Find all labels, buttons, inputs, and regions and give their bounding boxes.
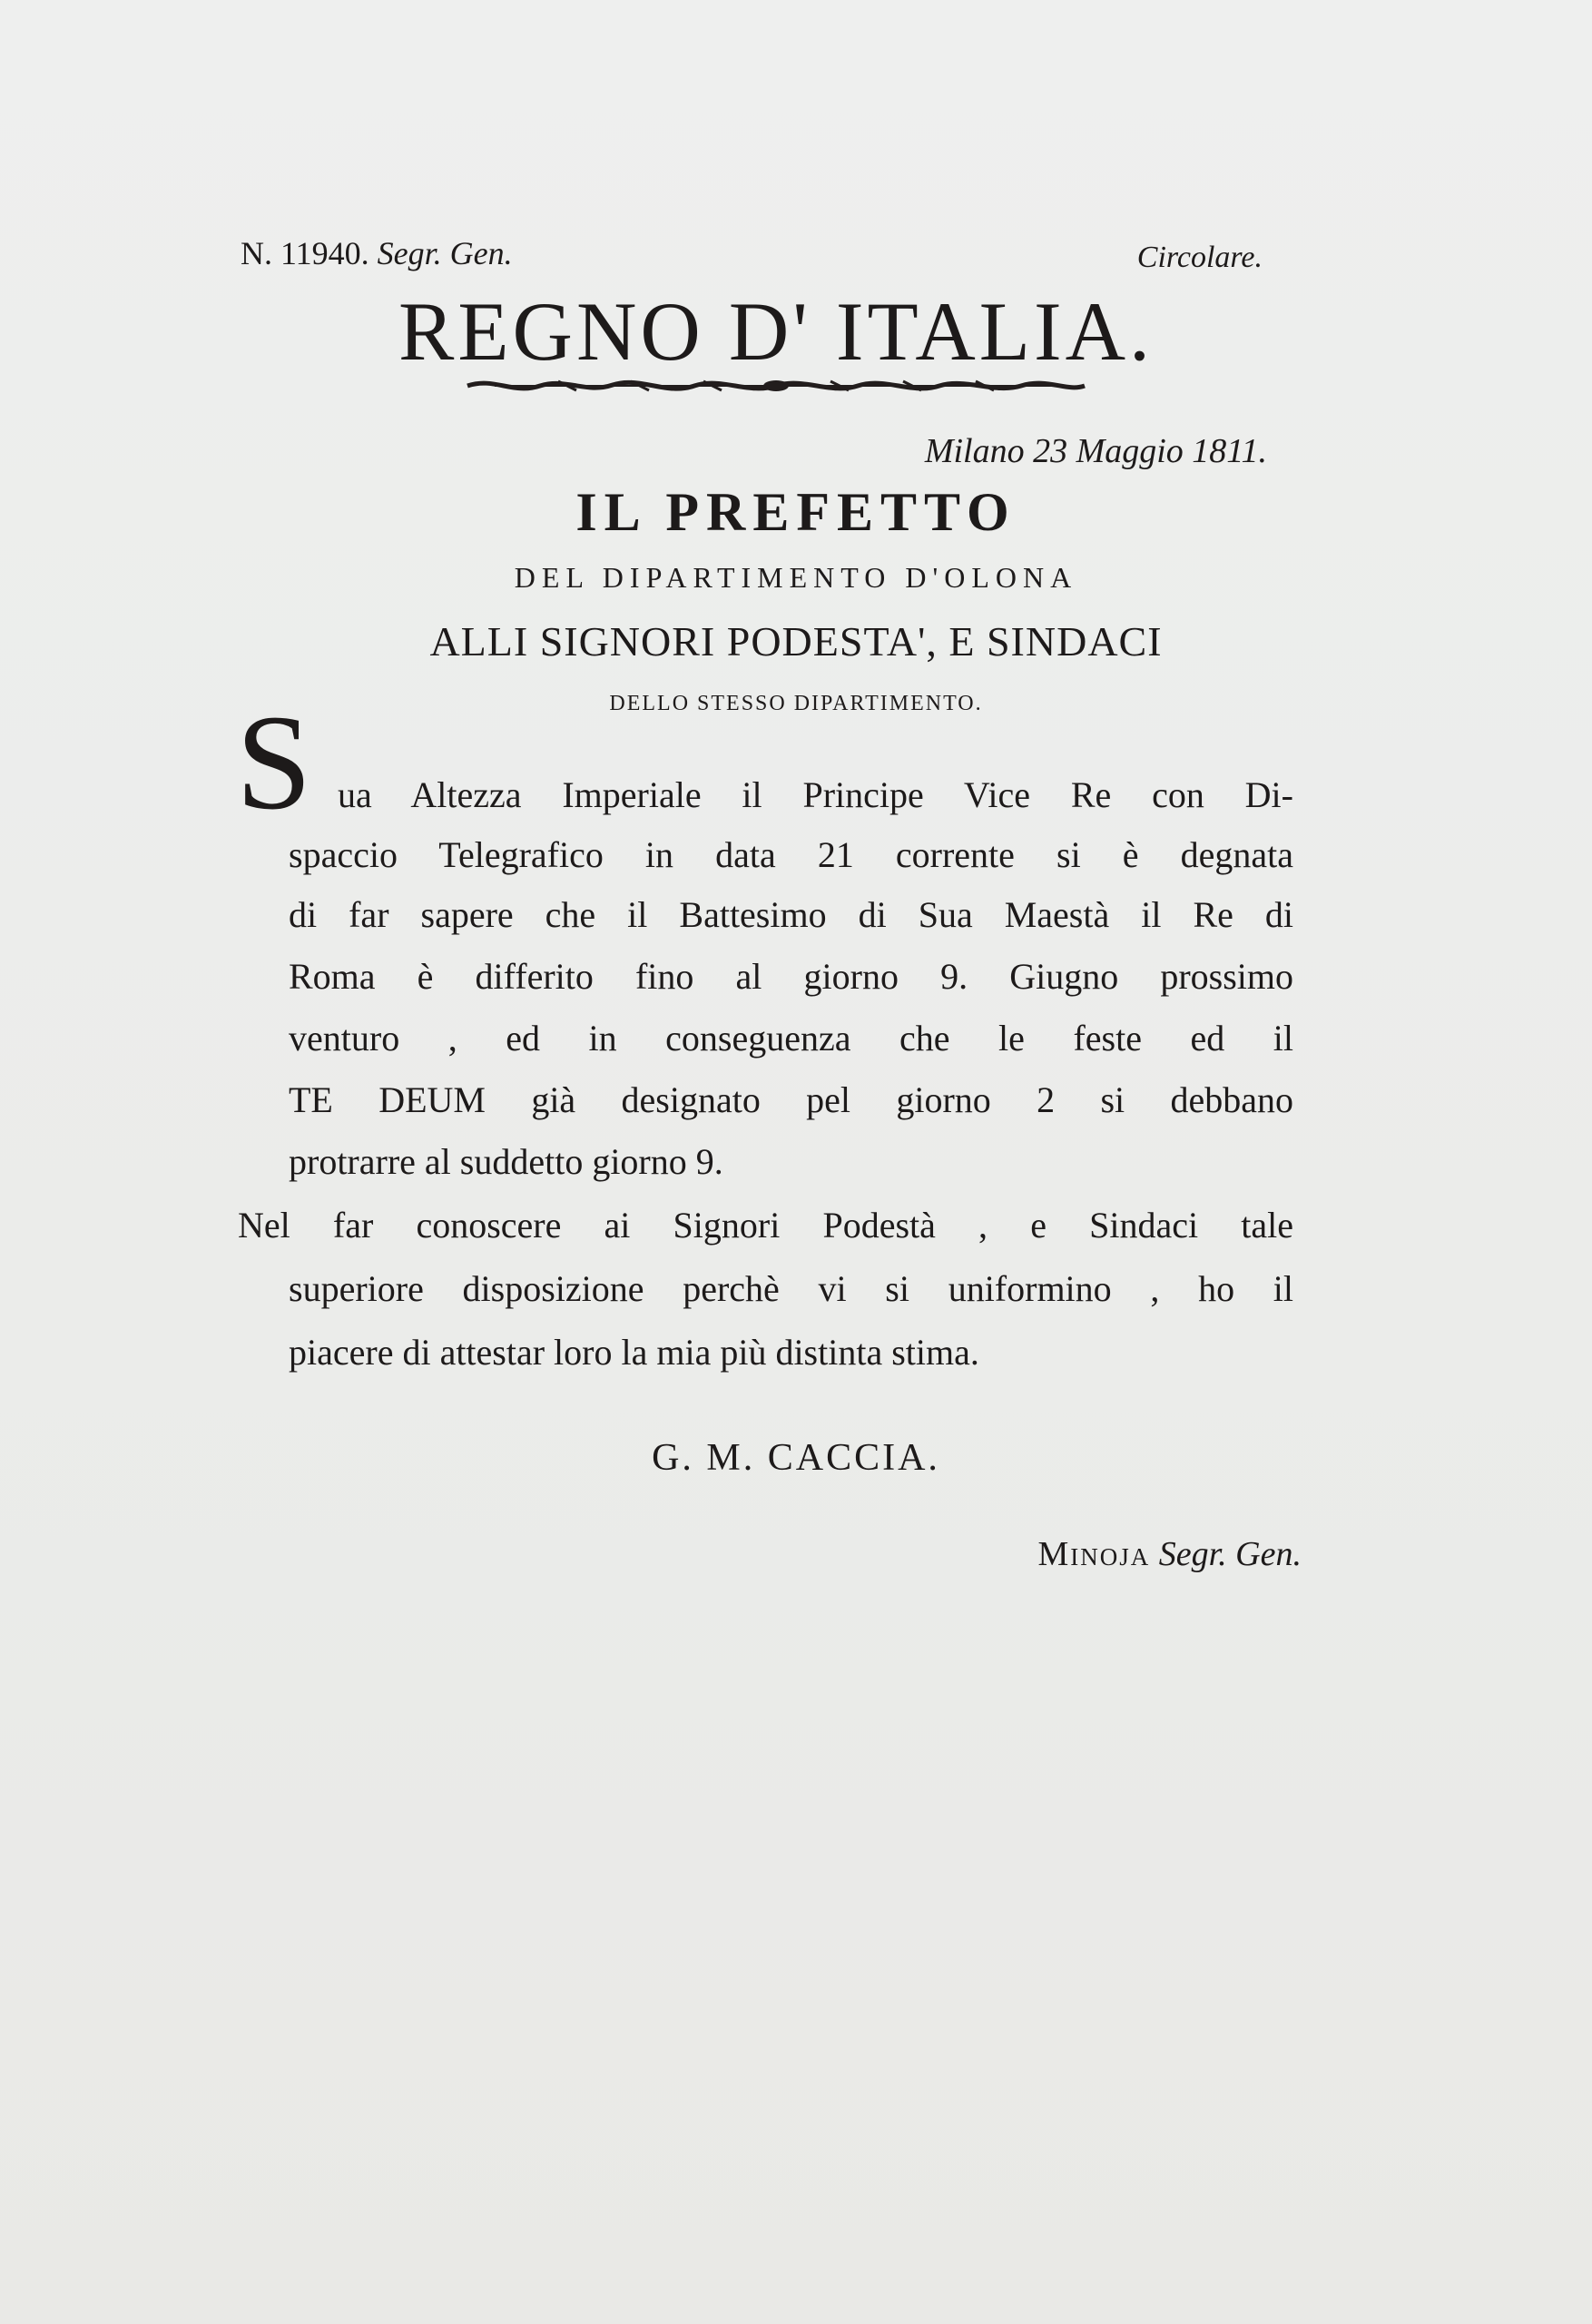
body-line: superiore disposizione perchè vi si uniformino , ho il — [289, 1268, 1293, 1309]
protocol-reference — [241, 234, 513, 272]
addressees-heading: ALLI SIGNORI PODESTA', E SINDACI — [429, 618, 1163, 665]
countersign-name: Minoja — [1037, 1535, 1151, 1573]
body-line: TE DEUM già designato pel giorno 2 si debbano — [289, 1079, 1293, 1120]
issuer-department: DEL DIPARTIMENTO D'OLONA — [514, 561, 1078, 594]
body-line: piacere di attestar loro la mia più distinta stima. — [289, 1332, 979, 1373]
body-line: spaccio Telegrafico in data 21 corrente si è degnata — [289, 834, 1293, 875]
addressees-subheading: DELLO STESSO DIPARTIMENTO. — [609, 692, 983, 715]
countersignature — [1037, 1534, 1302, 1574]
body-line: protrarre al suddetto giorno 9. — [289, 1141, 723, 1182]
issuer-title: IL PREFETTO — [575, 482, 1017, 542]
signature: G. M. CACCIA. — [652, 1437, 940, 1479]
protocol-office: Segr. Gen. — [377, 235, 513, 271]
ornamental-rule — [458, 372, 1094, 399]
document-title: REGNO D' ITALIA. — [398, 285, 1155, 378]
body-line: venturo , ed in conseguenza che le feste ed il — [289, 1018, 1293, 1059]
circular-label: Circolare. — [1136, 241, 1263, 274]
body-line: di far sapere che il Battesimo di Sua Maestà il Re di — [289, 894, 1293, 935]
body-line: Nel far conoscere ai Signori Podestà , e Sindaci tale — [238, 1205, 1293, 1246]
body-line: Roma è differito fino al giorno 9. Giugno prossimo — [289, 956, 1293, 997]
body-line: ua Altezza Imperiale il Principe Vice Re con Di- — [338, 774, 1293, 815]
protocol-number: N. 11940. — [241, 235, 369, 271]
countersign-office: Segr. Gen. — [1158, 1535, 1302, 1573]
drop-cap: S — [236, 687, 312, 838]
date-line: Milano 23 Maggio 1811. — [924, 432, 1267, 470]
